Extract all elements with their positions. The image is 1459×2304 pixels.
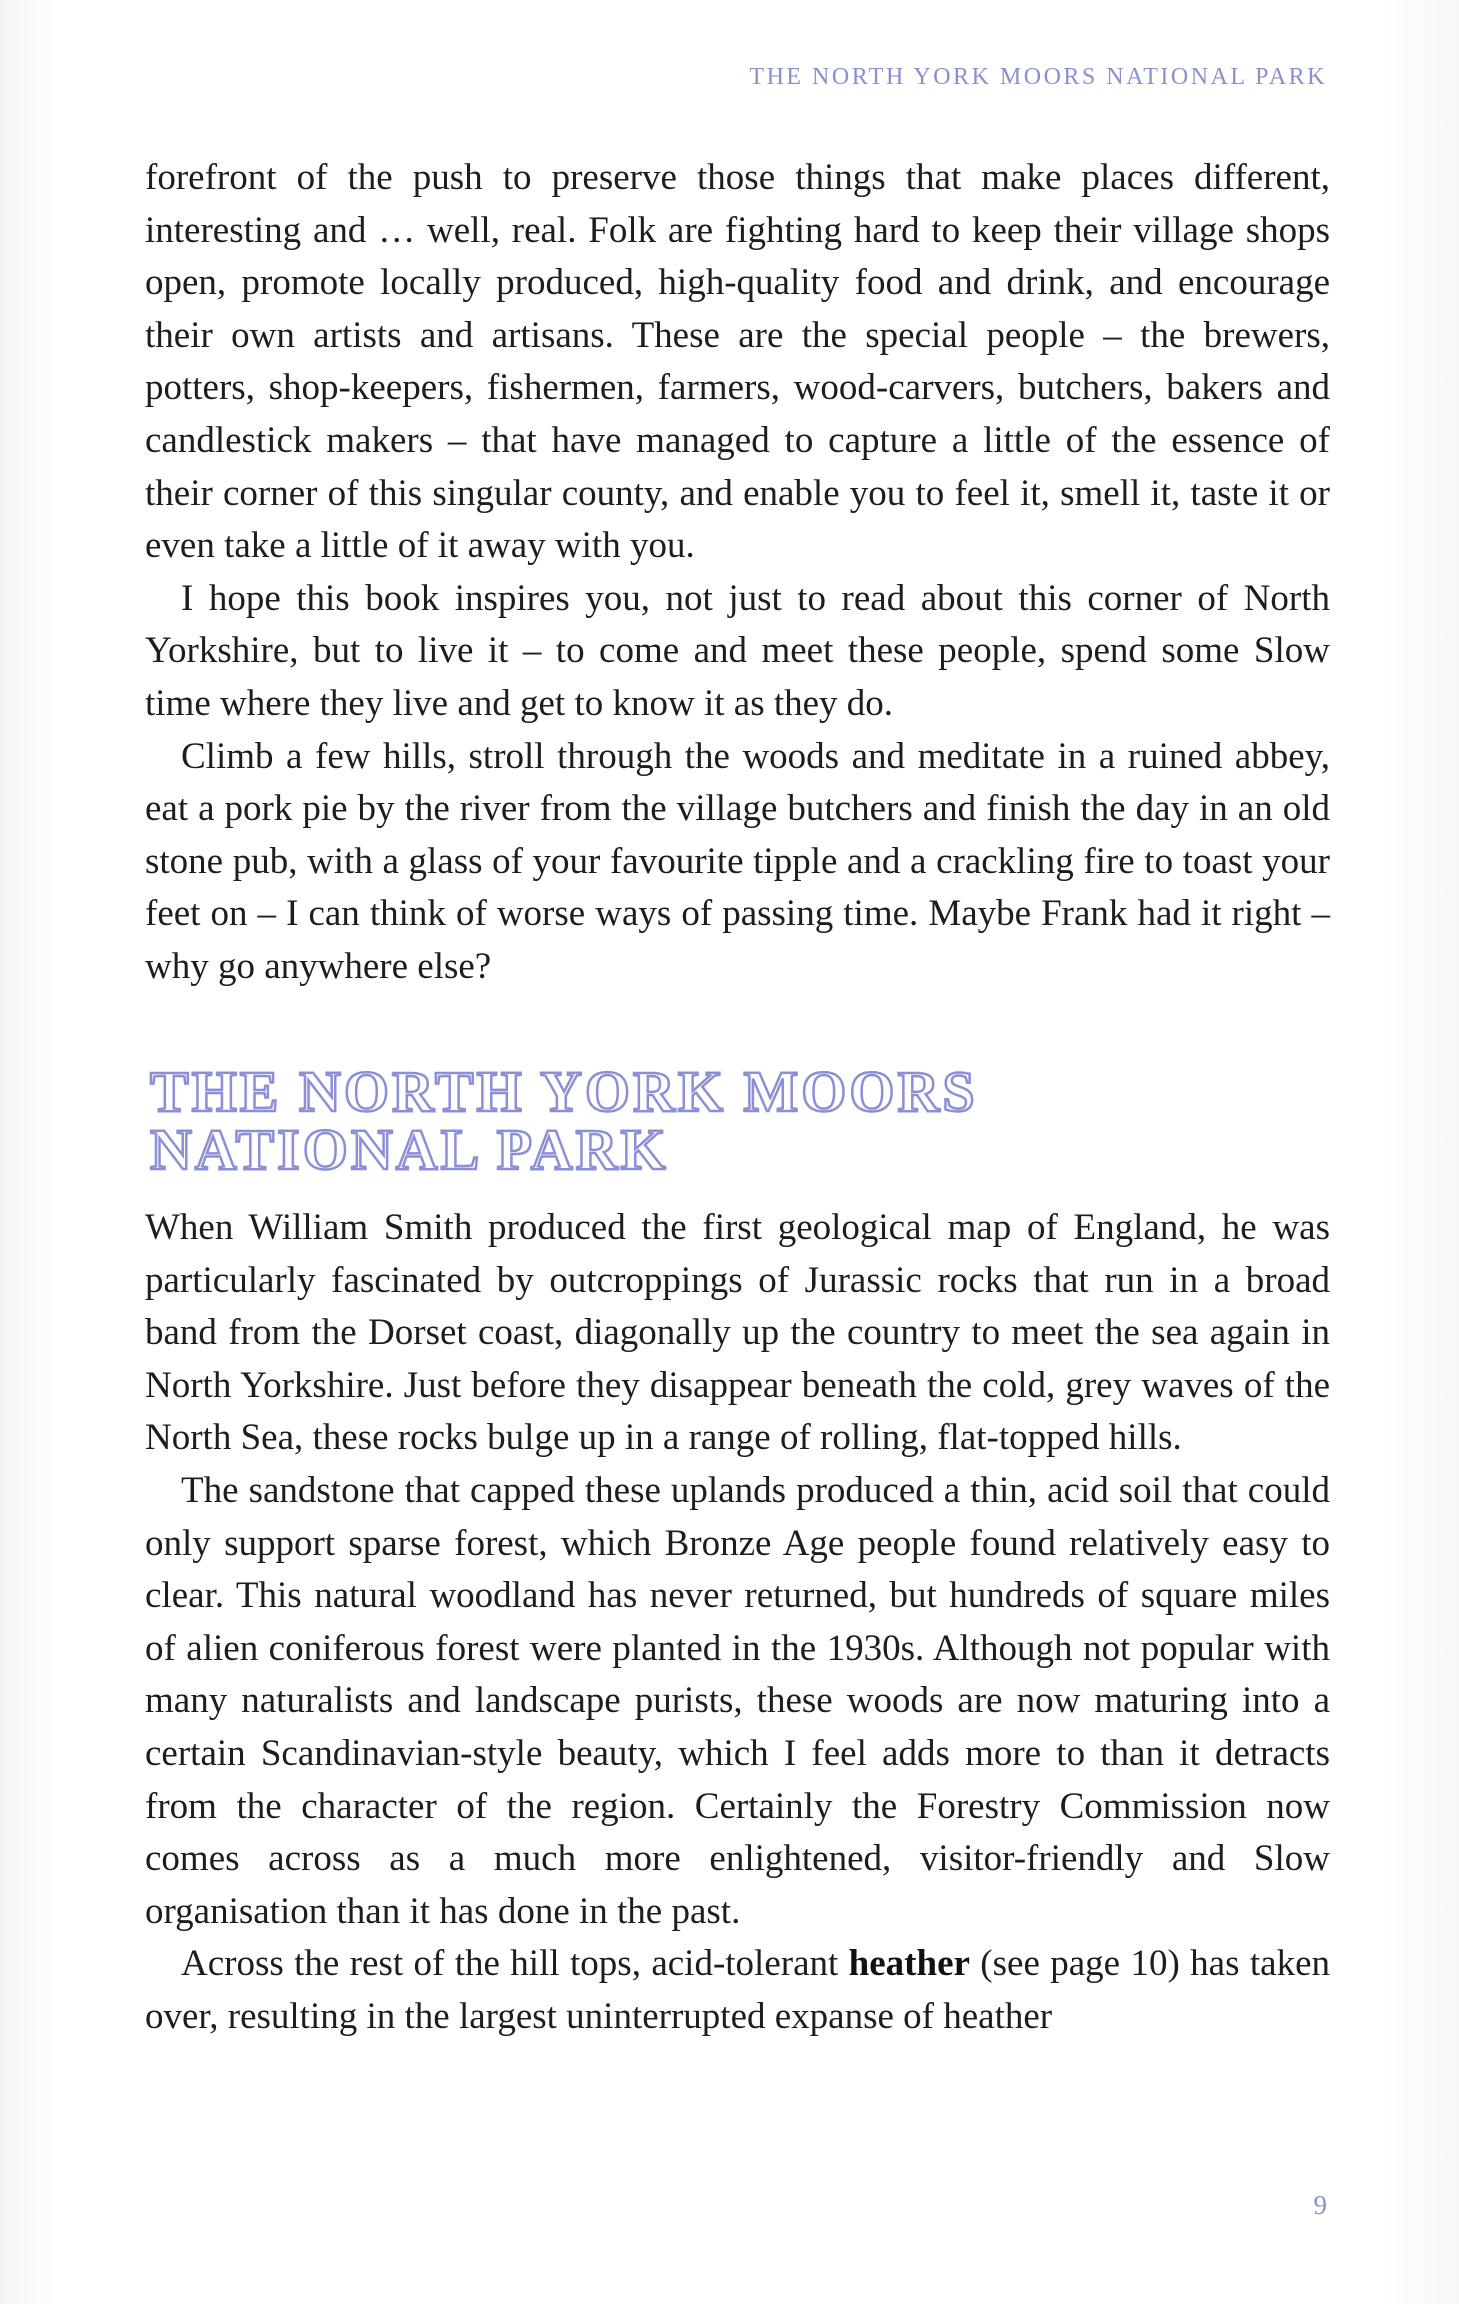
- paragraph: [145, 1938, 1330, 2043]
- paragraph: When William Smith produced the first geological map of England, he was particularly fascinated by outcroppings of Jurassic rocks that run in a broad band from the Dorset coast, diagonally up the country to meet the sea again in North Yorkshire. Just before they disappear beneath the cold, grey waves of the North Sea, these rocks bulge up in a range of rolling, flat-topped hills.: [145, 1207, 1330, 1459]
- paragraph: forefront of the push to preserve those things that make places different, interesting and … well, real. Folk are fighting hard to keep their village shops open, promote locally produced, high-quality food and drink, and encourage their own artists and artisans. These are the special people – the brewers, potters, shop-keepers, fishermen, farmers, wood-carvers, butchers, bakers and candlestick makers – that have managed to capture a little of the essence of their corner of this singular county, and enable you to feel it, smell it, taste it or even take a little of it away with you.: [145, 157, 1330, 567]
- section-heading-line: THE NORTH YORK MOORS: [150, 1059, 978, 1124]
- section-text: [145, 1202, 1330, 2044]
- intro-text: [145, 152, 1330, 994]
- paragraph-text: Across the rest of the hill tops, acid-tolerant: [181, 1943, 849, 1985]
- paragraph: I hope this book inspires you, not just to read about this corner of North Yorkshire, but to live it – to come and meet these people, spend some Slow time where they live and get to know it as they do.: [145, 577, 1330, 724]
- paragraph: Climb a few hills, stroll through the woods and meditate in a ruined abbey, eat a pork pie by the river from the village butchers and finish the day in an old stone pub, with a glass of your favourite tipple and a crackling fire to toast your feet on – I can think of worse ways of passing time. Maybe Frank had it right – why go anywhere else?: [145, 735, 1330, 987]
- section-heading: [150, 1059, 1330, 1182]
- page-number: 9: [1313, 2190, 1327, 2220]
- paragraph: The sandstone that capped these uplands produced a thin, acid soil that could only support sparse forest, which Bronze Age people found relatively easy to clear. This natural woodland has never returned, but hundreds of square miles of alien coniferous forest were planted in the 1930s. Although not popular with many naturalists and landscape purists, these woods are now maturing into a certain Scandinavian-style beauty, which I feel adds more to than it detracts from the character of the region. Certainly the Forestry Commission now comes across as a much more enlightened, visitor-friendly and Slow organisation than it has done in the past.: [145, 1469, 1330, 1932]
- paragraph-text: (see page 10) has taken over, resulting in the largest uninterrupted expanse of heather: [145, 1943, 1330, 2037]
- running-head: THE NORTH YORK MOORS NATIONAL PARK: [749, 64, 1327, 90]
- section-heading-line: NATIONAL PARK: [150, 1117, 669, 1182]
- glossary-term-heather: heather: [848, 1943, 970, 1985]
